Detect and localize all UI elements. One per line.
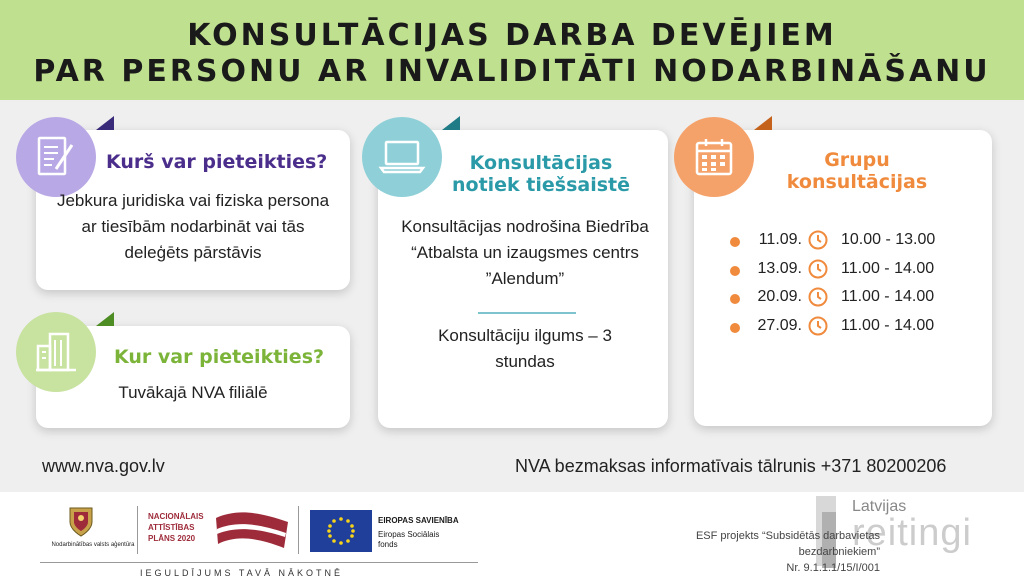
website-link[interactable]: www.nva.gov.lv xyxy=(42,456,165,476)
partner-logos xyxy=(38,502,478,560)
eu-flag-icon xyxy=(310,510,372,552)
group-title-line2: konsultācijas xyxy=(786,171,928,193)
clock-icon xyxy=(807,286,829,308)
schedule-time: 11.00 - 14.00 xyxy=(841,259,935,277)
bullet-dot xyxy=(730,294,740,304)
who-icon-circle xyxy=(16,117,96,197)
document-pen-icon xyxy=(36,135,76,179)
schedule-row xyxy=(730,258,970,287)
divider-line xyxy=(478,312,576,314)
clock-icon xyxy=(807,229,829,251)
online-title-line2: notiek tiešsaistē xyxy=(451,174,631,196)
triangle-accent xyxy=(754,116,772,130)
motto-divider xyxy=(40,562,478,563)
esf-line1: ESF projekts “Subsidētās darbavietas bezdarbniekiem” xyxy=(695,530,880,558)
bullet-dot xyxy=(730,237,740,247)
latvia-coat-of-arms-icon xyxy=(66,504,96,538)
calendar-icon xyxy=(693,136,735,178)
header-title-line2: PAR PERSONU AR INVALIDITĀTI NODARBINĀŠANU xyxy=(33,54,991,89)
logo-strip xyxy=(0,492,1024,586)
group-title-line1: Grupu xyxy=(824,149,890,171)
triangle-accent xyxy=(96,312,114,326)
triangle-accent xyxy=(442,116,460,130)
clock-icon xyxy=(807,258,829,280)
laptop-icon xyxy=(378,139,426,175)
online-title-line1: Konsultācijas xyxy=(469,152,613,174)
bullet-dot xyxy=(730,323,740,333)
where-title: Kur var pieteikties? xyxy=(114,346,325,368)
schedule-date: 11.09. xyxy=(758,231,802,248)
bullet-dot xyxy=(730,266,740,276)
triangle-accent xyxy=(96,116,114,130)
motto-text: IEGULDĪJUMS TAVĀ NĀKOTNĒ xyxy=(140,568,344,578)
schedule-date: 20.09. xyxy=(757,288,802,305)
schedule-time: 10.00 - 13.00 xyxy=(841,231,936,248)
online-text-provider: Konsultācijas nodrošina Biedrība “Atbalsta un izaugsmes centrs ”Alendum” xyxy=(401,217,649,288)
building-icon xyxy=(34,330,78,374)
clock-icon xyxy=(807,315,829,337)
where-text: Tuvākajā NVA filiālē xyxy=(118,383,268,402)
esf-line2: Nr. 9.1.1.1/15/I/001 xyxy=(786,562,880,574)
group-icon-circle xyxy=(674,117,754,197)
header-banner xyxy=(0,0,1024,100)
group-schedule xyxy=(730,229,970,343)
online-text-duration: Konsultāciju ilgums – 3 stundas xyxy=(438,326,612,371)
schedule-date: 27.09. xyxy=(757,316,802,334)
nap-text-3: PLĀNS 2020 xyxy=(148,534,196,543)
latvian-flag-ribbon-icon xyxy=(214,508,290,552)
eu-text-2: Eiropas Sociālais xyxy=(378,530,440,539)
logo-separator xyxy=(137,506,138,554)
schedule-row xyxy=(730,315,970,344)
watermark-text-2: reitingi xyxy=(852,512,972,554)
schedule-row xyxy=(730,286,970,315)
nap-text-2: ATTĪSTĪBAS xyxy=(148,523,195,532)
agency-name: Nodarbinātības valsts aģentūra xyxy=(51,542,135,548)
header-title-line1: KONSULTĀCIJAS DARBA DEVĒJIEM xyxy=(187,18,837,53)
who-title: Kurš var pieteikties? xyxy=(106,151,328,173)
schedule-row xyxy=(730,229,970,258)
logo-separator xyxy=(298,506,299,554)
schedule-time: 11.00 - 14.00 xyxy=(841,288,935,305)
esf-project-info xyxy=(640,528,880,576)
eu-text-3: fonds xyxy=(378,540,398,549)
who-text: Jebkura juridiska vai fiziska persona ar tiesībām nodarbināt vai tās deleģēts pārstāvis xyxy=(56,191,330,262)
online-icon-circle xyxy=(362,117,442,197)
nap-text-1: NACIONĀLAIS xyxy=(148,512,204,521)
eu-text-1: EIROPAS SAVIENĪBA xyxy=(378,516,459,525)
schedule-date: 13.09. xyxy=(757,259,802,277)
watermark-text-1: Latvijas xyxy=(852,498,907,515)
schedule-time: 11.00 - 14.00 xyxy=(841,316,935,334)
phone-info: NVA bezmaksas informatīvais tālrunis +371 80200206 xyxy=(515,456,947,476)
